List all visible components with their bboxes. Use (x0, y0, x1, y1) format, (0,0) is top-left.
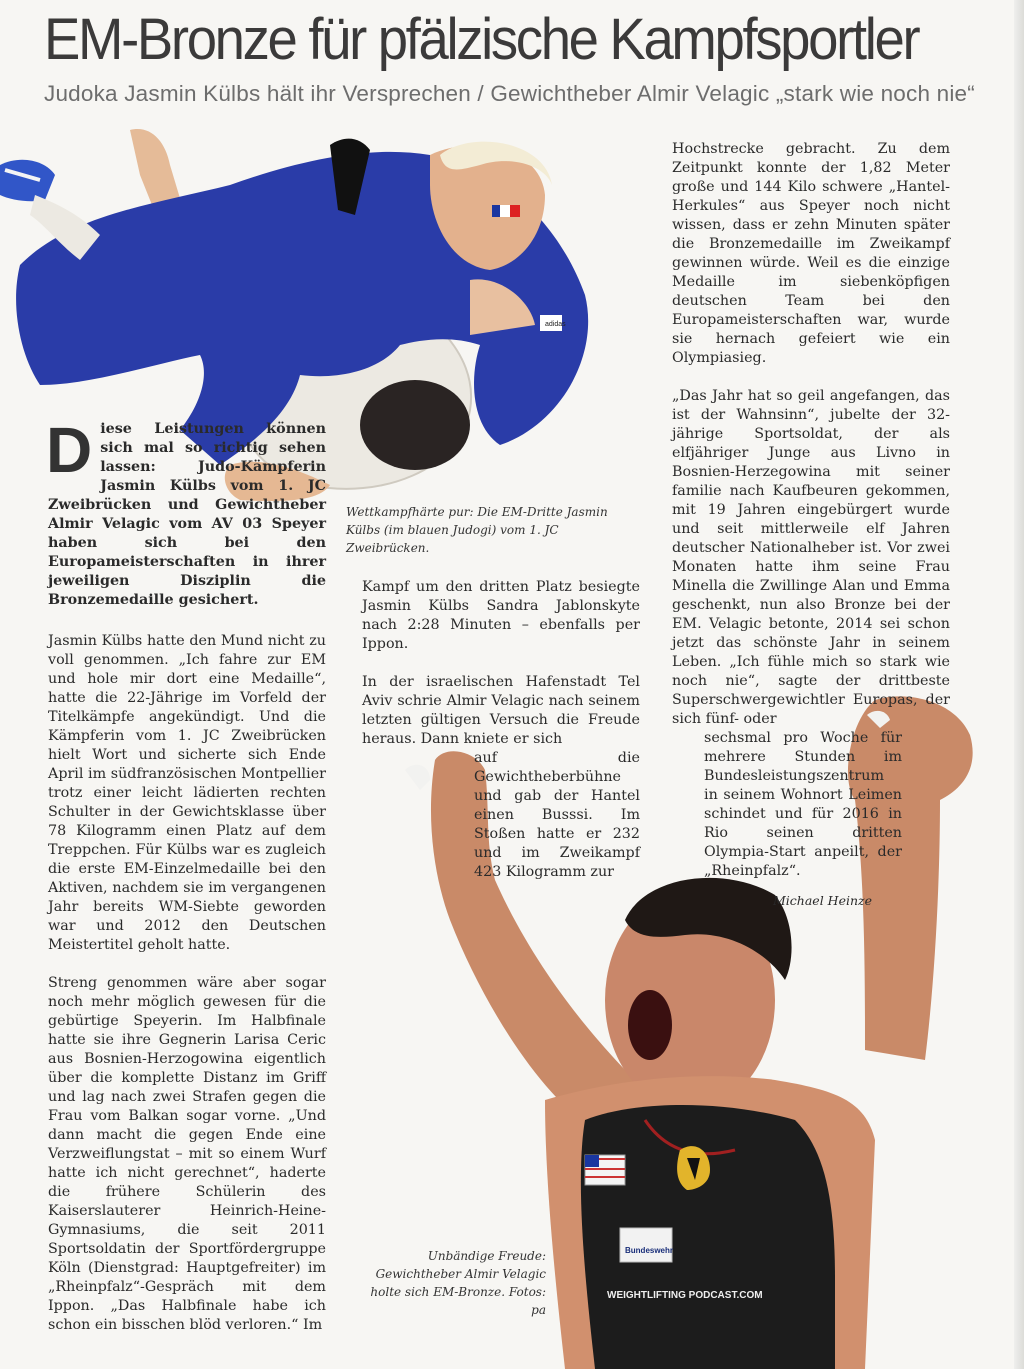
page-edge (1014, 0, 1024, 1369)
right-paragraph-2: „Das Jahr hat so geil angefangen, das ist der Wahnsinn“, jubelte der 32-jährige Sportsoldat, der als elfjähriger Junge aus Livno in Bosnien-Herzegowina mit seiner familie nach Kaufbeuren gekommen, mit 19 Jahren eingebürgert wurde und seit mittlerweile elf Jahren deutscher Nationalheber ist. Vor zwei Monaten hatte ihm seine Frau Minella die Zwillinge Alan und Emma geschenkt, nun also Bronze bei der EM. Velagic betonte, 2014 sei schon jetzt das schönste Jahr in seinem Leben. „Ich fühle mich so stark wie noch nie“, sagte der drittbeste Superschwergewichtler Europas, der sich fünf- oder (672, 388, 950, 727)
lead-paragraph (46, 414, 326, 610)
sponsor-label: Bundeswehr (625, 1246, 674, 1255)
middle-paragraph-1: Kampf um den dritten Platz besiegte Jasmin Külbs Sandra Jablonskyte nach 2:28 Minuten – ebenfalls per Ippon. (362, 579, 640, 652)
middle-column (362, 578, 640, 901)
svg-text:adidas: adidas (545, 321, 566, 328)
middle-paragraph-2-wrap: auf die Gewichtheberbühne und gab der Hantel einen Busssi. Im Stoßen hatte er 232 und im Zweikampf 423 Kilogramm zur (474, 750, 640, 880)
left-paragraph-1: Jasmin Külbs hatte den Mund nicht zu voll genommen. „Ich fahre zur EM und hole mir dort eine Medaille“, hatte die 22-Jährige im Vorfeld der Titelkämpfe angekündigt. Und die Kämpferin vom 1. JC Zweibrücken hielt Wort und sicherte sich Ende April im südfranzösischen Montpellier trotz einer leicht lädierten rechten Schulter in der Gewichtsklasse über 78 Kilogramm einen Platz auf dem Treppchen. Für Külbs war es zugleich die erste EM-Einzelmedaille bei den Aktiven, nachdem sie im vergangenen Jahr bereits WM-Siebte geworden war und 2012 den Deutschen Meistertitel geholt hatte. (48, 633, 326, 953)
middle-paragraph-2: In der israelischen Hafenstadt Tel Aviv schrie Almir Velagic nach seinem letzten gültigen Versuch die Freude heraus. Dann kniete er sich (362, 674, 640, 747)
shirt-print: WEIGHTLIFTING PODCAST.COM (607, 1290, 763, 1301)
drop-cap: D (46, 414, 93, 486)
lead-text: iese Leistungen können sich mal so richtig sehen lassen: Judo-Kämpferin Jasmin Külbs vom 1. JC Zweibrücken und Gewichtheber Almir Velagic vom AV 03 Speyer haben sich bei den Europameisterschaften in ihrer jeweiligen Disziplin die Bronzemedaille gesichert. (48, 421, 326, 608)
subheadline: Judoka Jasmin Külbs hält ihr Versprechen / Gewichtheber Almir Velagic „stark wie noch nie“ (44, 81, 975, 106)
judo-caption: Wettkampfhärte pur: Die EM-Dritte Jasmin Külbs (im blauen Judogi) vom 1. JC Zweibrücken. (346, 505, 608, 555)
lifter-caption: Unbändige Freude: Gewichtheber Almir Velagic holte sich EM-Bronze. Fotos: pa (370, 1249, 546, 1317)
right-column (672, 140, 950, 910)
headline: EM-Bronze für pfälzische Kampfsportler (44, 7, 919, 72)
right-paragraph-1: Hochstrecke gebracht. Zu dem Zeitpunkt konnte der 1,82 Meter große und 144 Kilo schwere „Hantel-Herkules“ aus Speyer noch nicht wissen, dass er zehn Minuten später die Bronzemedaille im Zweikampf gewinnen würde. Weil es die einzige Medaille im siebenköpfigen deutschen Team bei den Europameisterschaften war, wurde sie hernach gefeiert wie ein Olympiasieg. (672, 141, 950, 366)
left-paragraph-2: Streng genommen wäre aber sogar noch mehr möglich gewesen für die gebürtige Speyerin. Im Halbfinale hatte sie ihre Gegnerin Larisa Ceric aus Bosnien-Herzogowina eigentlich über die komplette Distanz im Griff und lag nach zwei Strafen gegen die Frau vom Balkan sogar vorne. „Und dann macht die gegen Ende eine Verzweiflungstat – mit so einem Wurf hatte ich nicht gerechnet“, haderte die frühere Schülerin des Kaiserslauterer Heinrich-Heine-Gymnasiums, die seit 2011 Sportsoldatin der Sportfördergruppe Köln (Dienstgrad: Hauptgefreiter) im „Rheinpfalz“-Gespräch mit dem Ippon. „Das Halbfinale habe ich schon ein bisschen blöd verloren.“ Im (48, 975, 326, 1333)
byline: Michael Heinze (773, 893, 872, 908)
right-paragraph-2-wrap: sechsmal pro Woche für mehrere Stunden im Bundesleistungszentrum in seinem Wohnort Leimen schindet und für 2016 in Rio seinen dritten Olympia-Start anpeilt, der „Rheinpfalz“. (704, 730, 902, 879)
left-column (46, 414, 326, 1354)
